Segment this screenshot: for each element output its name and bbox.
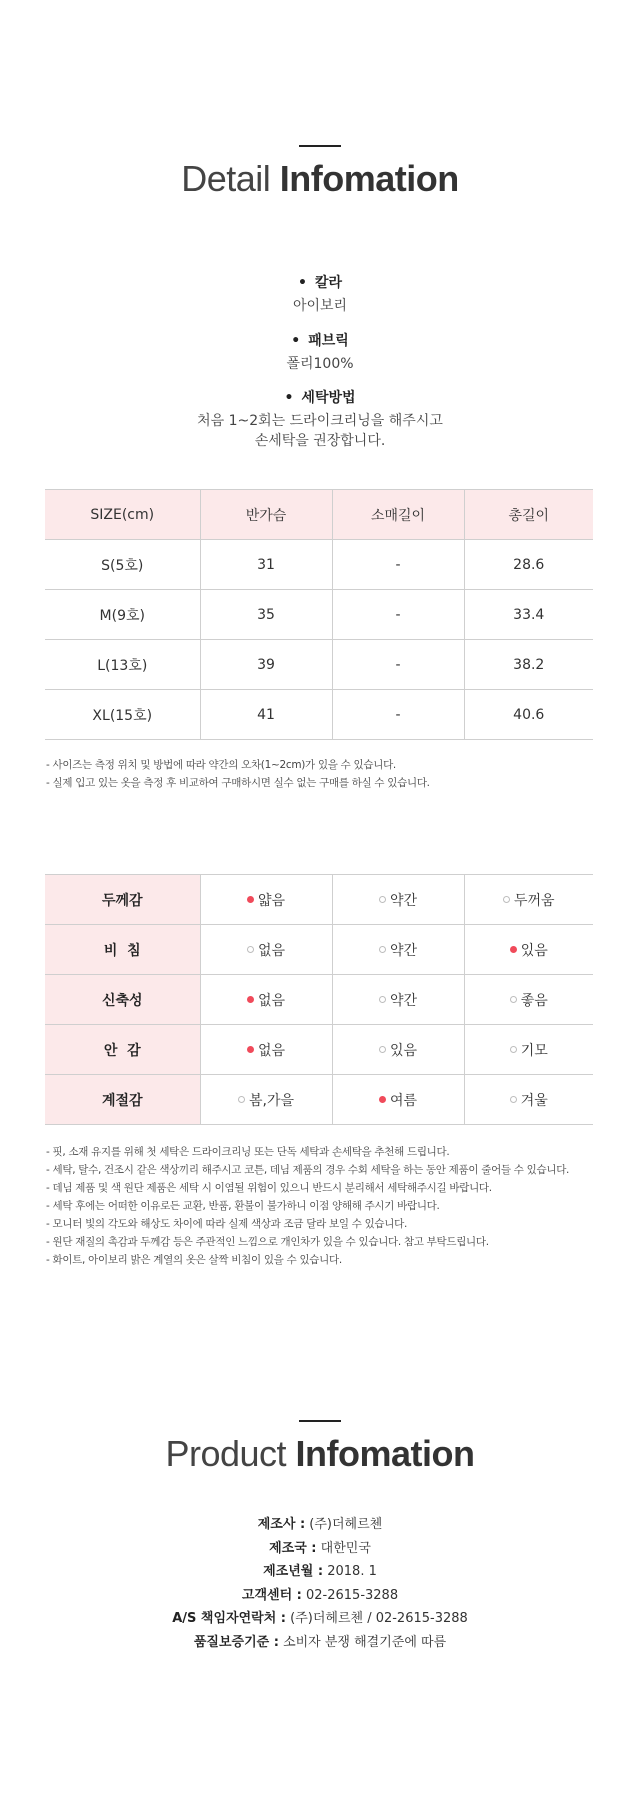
product-line: 제조국 : 대한민국 [269,1540,371,1556]
feel-option-cell [332,975,464,1025]
feel-row [45,975,593,1025]
care-note: - 데님 제품 및 색 원단 제품은 세탁 시 이염될 위험이 있으니 반드시 분리해서 세탁해주시길 바랍니다. [46,1182,492,1194]
sleeve-cell: - [332,640,464,690]
product-title-bold: Infomation [295,1433,475,1474]
info-washing [0,387,640,451]
product-title-rule [299,1420,341,1422]
info-fabric-label: 패브릭 [308,333,349,349]
feel-row-label: 안 감 [45,1025,200,1075]
selected-dot-icon [510,946,517,953]
detail-title [0,158,640,200]
feel-option [510,940,548,960]
feel-option-label: 얇음 [257,892,286,909]
care-note: - 핏, 소재 유지를 위해 첫 세탁은 드라이크리닝 또는 단독 세탁과 손세탁을 추천해 드립니다. [46,1146,450,1158]
feel-option [379,890,417,910]
selected-dot-icon [247,896,254,903]
feel-option [379,990,417,1010]
feel-option [238,1090,294,1110]
unselected-dot-icon [379,896,386,903]
care-notes [46,1143,606,1269]
product-line: 제조사 : (주)더헤르첸 [257,1517,383,1532]
product-title [0,1433,640,1475]
feel-option-cell [200,1075,332,1125]
sleeve-cell: - [332,540,464,590]
unselected-dot-icon [510,1096,517,1103]
feel-option-cell [464,1075,593,1125]
sleeve-cell: - [332,690,464,740]
bullet-icon: • [284,390,294,406]
care-note: - 세탁 후에는 어떠한 이유로든 교환, 반품, 환불이 불가하니 이점 양해해 주시기 바랍니다. [46,1200,440,1212]
feel-option-label: 있음 [389,1042,418,1059]
size-table [45,489,593,740]
feel-option [247,1040,285,1060]
length-cell: 40.6 [464,690,593,740]
table-row [45,640,593,690]
feel-row [45,925,593,975]
care-note: - 원단 재질의 촉감과 두께감 등은 주관적인 느낌으로 개인차가 있을 수 있습니다. 참고 부탁드립니다. [46,1236,489,1248]
feel-row [45,1075,593,1125]
feel-option [503,890,555,910]
feel-row-label: 신축성 [45,975,200,1025]
feel-option [247,940,285,960]
size-header-size: SIZE(cm) [45,490,200,540]
detail-title-rule [299,145,341,147]
product-title-light: Product [165,1433,287,1474]
feel-option-label: 겨울 [520,1092,548,1109]
feel-table [45,874,593,1125]
feel-option-label: 있음 [520,942,548,959]
feel-row [45,1025,593,1075]
table-row [45,540,593,590]
feel-option [379,1040,417,1060]
unselected-dot-icon [510,1046,517,1053]
feel-option-label: 좋음 [520,992,548,1009]
product-line: 고객센터 : 02-2615-3288 [241,1587,399,1603]
length-cell: 38.2 [464,640,593,690]
feel-option-label: 없음 [257,1042,286,1059]
size-header-sleeve: 소매길이 [332,490,464,540]
feel-option [510,1090,548,1110]
feel-option-cell [332,1075,464,1125]
detail-title-light: Detail [181,158,271,199]
size-cell: S(5호) [45,540,200,590]
unselected-dot-icon [503,896,510,903]
unselected-dot-icon [379,946,386,953]
info-washing-line-1: 처음 1~2회는 드라이크리닝을 해주시고 [197,413,443,429]
sleeve-cell: - [332,590,464,640]
feel-option-label: 약간 [389,942,418,959]
unselected-dot-icon [510,996,517,1003]
feel-option-cell [332,1025,464,1075]
feel-option-label: 없음 [257,942,286,959]
care-note: - 세탁, 탈수, 건조시 같은 색상끼리 해주시고 코튼, 데님 제품의 경우 수회 세탁을 하는 동안 제품이 줄어들 수 있습니다. [46,1164,570,1176]
chest-cell: 41 [200,690,332,740]
bullet-icon: • [297,275,307,291]
info-washing-label: 세탁방법 [301,390,356,406]
size-header-length: 총길이 [464,490,593,540]
feel-option-cell [464,1025,593,1075]
feel-option-cell [464,975,593,1025]
feel-option [510,990,548,1010]
feel-option-cell [464,875,593,925]
size-cell: XL(15호) [45,690,200,740]
feel-row [45,875,593,925]
detail-title-bold: Infomation [279,158,459,199]
product-info [0,1513,640,1654]
feel-option-label: 약간 [389,992,418,1009]
bullet-icon: • [291,333,301,349]
feel-option-label: 약간 [389,892,418,909]
size-header-chest: 반가슴 [200,490,332,540]
unselected-dot-icon [379,1046,386,1053]
table-row [45,690,593,740]
feel-option [379,1090,417,1110]
feel-option-label: 기모 [520,1042,548,1059]
feel-option-cell [200,925,332,975]
table-row [45,590,593,640]
feel-option [510,1040,548,1060]
info-color [0,272,640,316]
size-cell: L(13호) [45,640,200,690]
selected-dot-icon [379,1096,386,1103]
size-note: - 사이즈는 측정 위치 및 방법에 따라 약간의 오차(1~2cm)가 있을 수 있습니다. [46,759,396,771]
feel-option [379,940,417,960]
size-notes [46,756,606,792]
feel-option-cell [200,975,332,1025]
feel-option-cell [200,875,332,925]
care-note: - 화이트, 아이보리 밝은 계열의 옷은 살짝 비침이 있을 수 있습니다. [46,1254,342,1266]
product-line: 품질보증기준 : 소비자 분쟁 해결기준에 따름 [193,1634,447,1650]
care-note: - 모니터 빛의 각도와 해상도 차이에 따라 실제 색상과 조금 달라 보일 수 있습니다. [46,1218,407,1230]
unselected-dot-icon [247,946,254,953]
product-line: 제조년월 : 2018. 1 [263,1564,377,1579]
feel-row-label: 계절감 [45,1075,200,1125]
feel-option-label: 없음 [257,992,286,1009]
selected-dot-icon [247,996,254,1003]
chest-cell: 35 [200,590,332,640]
info-fabric [0,330,640,374]
info-washing-line-2: 손세탁을 권장합니다. [254,433,386,449]
feel-row-label: 비 침 [45,925,200,975]
feel-option-cell [200,1025,332,1075]
length-cell: 28.6 [464,540,593,590]
unselected-dot-icon [379,996,386,1003]
feel-option-label: 여름 [389,1092,418,1109]
chest-cell: 31 [200,540,332,590]
feel-row-label: 두께감 [45,875,200,925]
size-table-header [45,490,593,540]
product-line: A/S 책임자연락처 : (주)더헤르첸 / 02-2615-3288 [172,1611,468,1626]
feel-option-cell [332,925,464,975]
info-fabric-value: 폴리100% [286,356,354,372]
feel-option [247,990,285,1010]
size-note: - 실제 입고 있는 옷을 측정 후 비교하여 구매하시면 실수 없는 구매를 하실 수 있습니다. [46,777,430,789]
info-color-value: 아이보리 [292,298,348,314]
unselected-dot-icon [238,1096,245,1103]
chest-cell: 39 [200,640,332,690]
feel-option-label: 봄,가을 [248,1092,295,1109]
feel-option-cell [464,925,593,975]
feel-option-label: 두꺼움 [513,892,555,909]
feel-option-cell [332,875,464,925]
length-cell: 33.4 [464,590,593,640]
size-cell: M(9호) [45,590,200,640]
feel-option [247,890,285,910]
selected-dot-icon [247,1046,254,1053]
info-color-label: 칼라 [314,275,342,291]
